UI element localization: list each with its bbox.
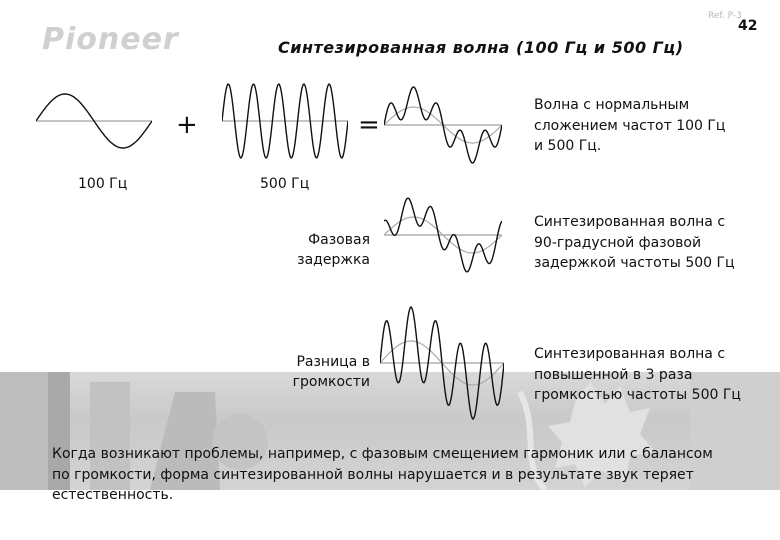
- synthesized-wave-normal: [384, 74, 502, 176]
- plus-sign: +: [176, 110, 198, 140]
- label-100hz: 100 Гц: [78, 176, 128, 192]
- synthesized-wave-phase-delay: [384, 186, 502, 284]
- brand-wordmark: Pioneer: [42, 24, 179, 54]
- equals-sign: =: [358, 110, 380, 140]
- synthesized-wave-volume: [380, 300, 504, 426]
- label-volume-difference: Разница в громкости: [292, 354, 370, 390]
- pioneer-logo: [42, 24, 242, 58]
- sine-wave-500hz: [222, 80, 348, 162]
- label-500hz: 500 Гц: [260, 176, 310, 192]
- description-normal: Волна с нормальным сложением частот 100 Гц и 500 Гц.: [534, 97, 726, 154]
- slide-title: Синтезированная волна (100 Гц и 500 Гц): [278, 38, 684, 57]
- footer-note: Когда возникают проблемы, например, с фазовым смещением гармоник или с балансом по громкости, форма синтезированной волны нарушается и в результате звук теряет естественность.: [52, 446, 713, 503]
- sine-wave-100hz: [36, 90, 152, 156]
- page-number: 42: [738, 18, 758, 34]
- description-phase-delay: Синтезированная волна с 90-градусной фазовой задержкой частоты 500 Гц: [534, 214, 735, 271]
- reference-code: Ref. P-3: [708, 11, 742, 21]
- label-phase-delay: Фазовая задержка: [297, 232, 370, 268]
- description-volume: Синтезированная волна с повышенной в 3 раза громкостью частоты 500 Гц: [534, 346, 741, 403]
